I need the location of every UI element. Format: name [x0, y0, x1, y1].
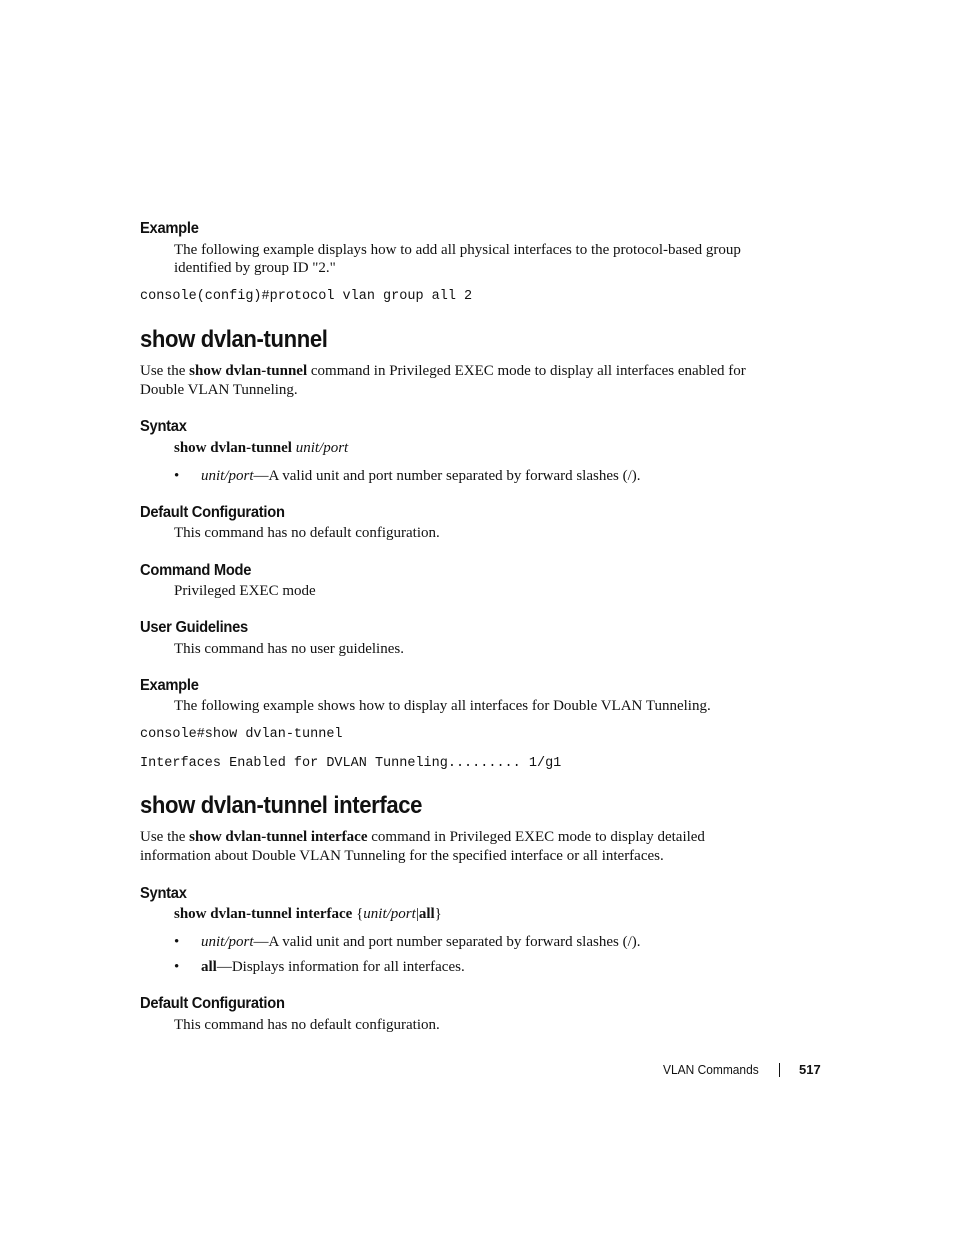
bullet-argument: unit/port: [201, 934, 254, 950]
syntax-command: show dvlan-tunnel interface: [174, 906, 353, 922]
bullet-description: —Displays information for all interfaces.: [216, 959, 465, 975]
intro-command: show dvlan-tunnel interface: [189, 829, 368, 845]
bullet-item: [201, 467, 641, 486]
example-heading: Example: [140, 677, 199, 694]
example-code: console(config)#protocol vlan group all 2: [140, 289, 473, 304]
command-intro-line-2: Double VLAN Tunneling.: [140, 382, 298, 398]
default-config-text: This command has no default configuration.: [174, 525, 440, 541]
default-config-heading: Default Configuration: [140, 995, 285, 1012]
example-description-line-2: identified by group ID "2.": [174, 260, 336, 276]
example-output: Interfaces Enabled for DVLAN Tunneling......... 1/g1: [140, 756, 562, 771]
example-code: console#show dvlan-tunnel: [140, 727, 343, 742]
bullet-icon: •: [174, 934, 180, 950]
syntax-argument: unit/port: [363, 906, 416, 922]
bullet-item: [201, 933, 641, 952]
syntax-all-keyword: all: [418, 906, 435, 922]
example-description-line-1: The following example displays how to add all physical interfaces to the protocol-based group: [174, 242, 741, 258]
command-title: show dvlan-tunnel interface: [140, 792, 423, 819]
bullet-description: —A valid unit and port number separated by forward slashes (/).: [253, 468, 641, 484]
bullet-icon: •: [174, 468, 180, 484]
syntax-line: [174, 439, 348, 458]
bullet-description: —A valid unit and port number separated by forward slashes (/).: [253, 934, 641, 950]
footer-divider: [779, 1063, 780, 1077]
command-intro: [140, 362, 746, 381]
intro-text: Use the: [140, 829, 190, 845]
command-mode-text: Privileged EXEC mode: [174, 583, 316, 599]
syntax-heading: Syntax: [140, 418, 187, 435]
syntax-line: [174, 905, 442, 924]
page-number: 517: [799, 1062, 821, 1077]
syntax-argument: unit/port: [295, 440, 349, 456]
intro-text: Use the: [140, 363, 190, 379]
example-heading: Example: [140, 220, 199, 237]
bullet-argument: all: [201, 959, 217, 975]
user-guidelines-text: This command has no user guidelines.: [174, 641, 404, 657]
syntax-brace-open: {: [352, 906, 364, 922]
command-mode-heading: Command Mode: [140, 562, 252, 579]
intro-command: show dvlan-tunnel: [189, 363, 308, 379]
command-intro-line-2: information about Double VLAN Tunneling for the specified interface or all interfaces.: [140, 848, 664, 864]
command-title: show dvlan-tunnel: [140, 326, 328, 353]
intro-text: command in Privileged EXEC mode to display all interfaces enabled for: [307, 363, 746, 379]
user-guidelines-heading: User Guidelines: [140, 619, 248, 636]
syntax-pipe: |: [415, 906, 419, 922]
intro-text: command in Privileged EXEC mode to display detailed: [367, 829, 705, 845]
bullet-argument: unit/port: [201, 468, 254, 484]
default-config-text: This command has no default configuration.: [174, 1017, 440, 1033]
syntax-command: show dvlan-tunnel: [174, 440, 292, 456]
example-description: The following example shows how to display all interfaces for Double VLAN Tunneling.: [174, 698, 711, 714]
command-intro: [140, 828, 705, 847]
default-config-heading: Default Configuration: [140, 504, 285, 521]
syntax-brace-close: }: [434, 906, 442, 922]
bullet-item: [201, 958, 465, 977]
syntax-heading: Syntax: [140, 885, 187, 902]
footer-section-label: VLAN Commands: [663, 1062, 759, 1077]
bullet-icon: •: [174, 959, 180, 975]
